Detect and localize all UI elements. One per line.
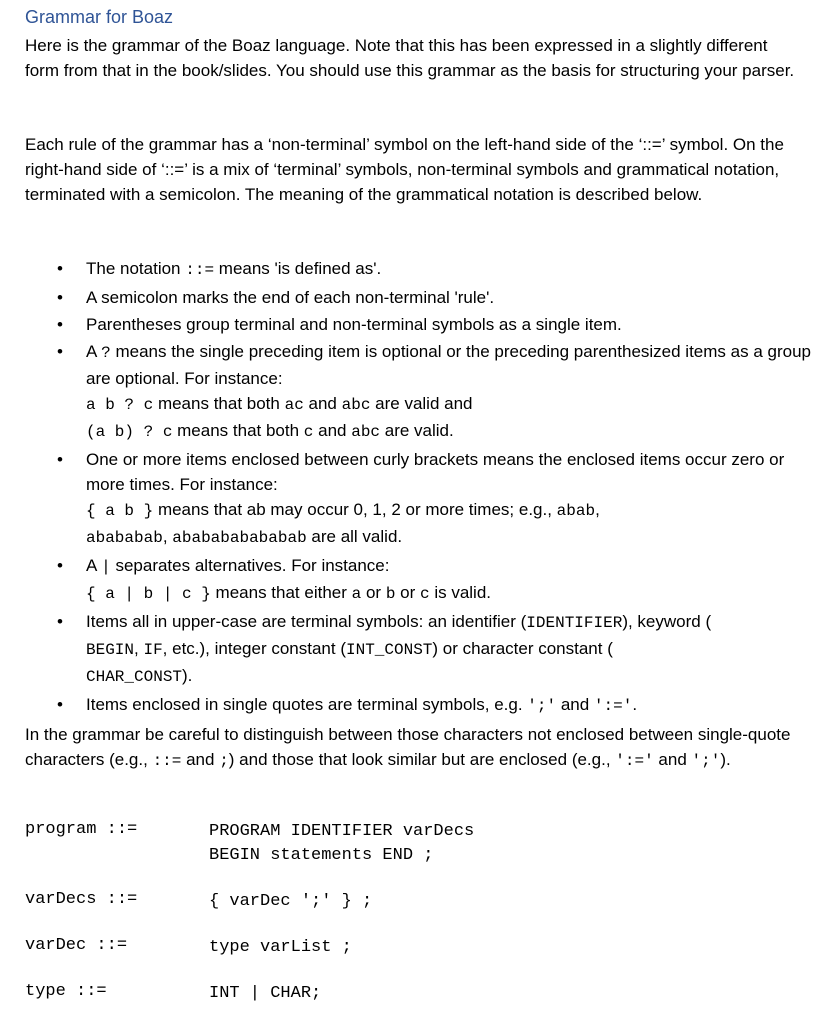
rule-lhs: varDec ::= [25,936,128,955]
list-item: • A ? means the single preceding item is optional or the preceding parenthesized items as a group are optional. For instance: a b ? c means that both ac and abc are valid and (a b) ? c means that both c and abc are valid. [57,342,811,441]
notation-list [25,256,815,721]
notation-paragraph: Each rule of the grammar has a ‘non-terminal’ symbol on the left-hand side of the ‘::=’ symbol. On the right-hand side of ‘::=’ is a mix of ‘terminal’ symbols, non-terminal symbols and grammatical notation, terminated with a semicolon. The meaning of the grammatical notation is described below. [25,135,784,204]
list-item: • Items enclosed in single quotes are terminal symbols, e.g. ';' and ':='. [57,695,638,715]
list-item: • Parentheses group terminal and non-terminal symbols as a single item. [57,315,622,334]
rule-rhs: { varDec ';' } ; [209,892,373,911]
rule-lhs: varDecs ::= [25,890,138,909]
rule-lhs: program ::= [25,820,138,839]
rule-rhs: PROGRAM IDENTIFIER varDecs BEGIN statements END ; [209,822,475,865]
list-item: • Items all in upper-case are terminal symbols: an identifier (IDENTIFIER), keyword ( BEGIN, IF, etc.), integer constant (INT_CONST) or character constant ( CHAR_CONST). [57,612,712,686]
list-item: • A | separates alternatives. For instance: { a | b | c } means that either a or b or c is valid. [57,556,492,603]
list-item: • One or more items enclosed between curly brackets means the enclosed items occur zero or more times. For instance: { a b } means that ab may occur 0, 1, 2 or more times; e.g., abab, abababab, ababababababab are all valid. [57,450,785,547]
caution-paragraph: In the grammar be careful to distinguish between those characters not enclosed between single-quote characters (e.g., ::= and ;) and those that look similar but are enclosed (e.g., ':=' and ';'). [25,725,791,770]
list-item: • A semicolon marks the end of each non-terminal 'rule'. [57,288,495,307]
intro-paragraph: Here is the grammar of the Boaz language. Note that this has been expressed in a slightly different form from that in the book/slides. You should use this grammar as the basis for structuring your parser. [25,36,795,80]
rule-rhs: type varList ; [209,938,352,957]
list-item: • The notation ::= means 'is defined as'. [57,259,382,279]
rule-rhs: INT | CHAR; [209,984,322,1003]
section-title: Grammar for Boaz [25,7,174,27]
rule-lhs: type ::= [25,982,107,1001]
